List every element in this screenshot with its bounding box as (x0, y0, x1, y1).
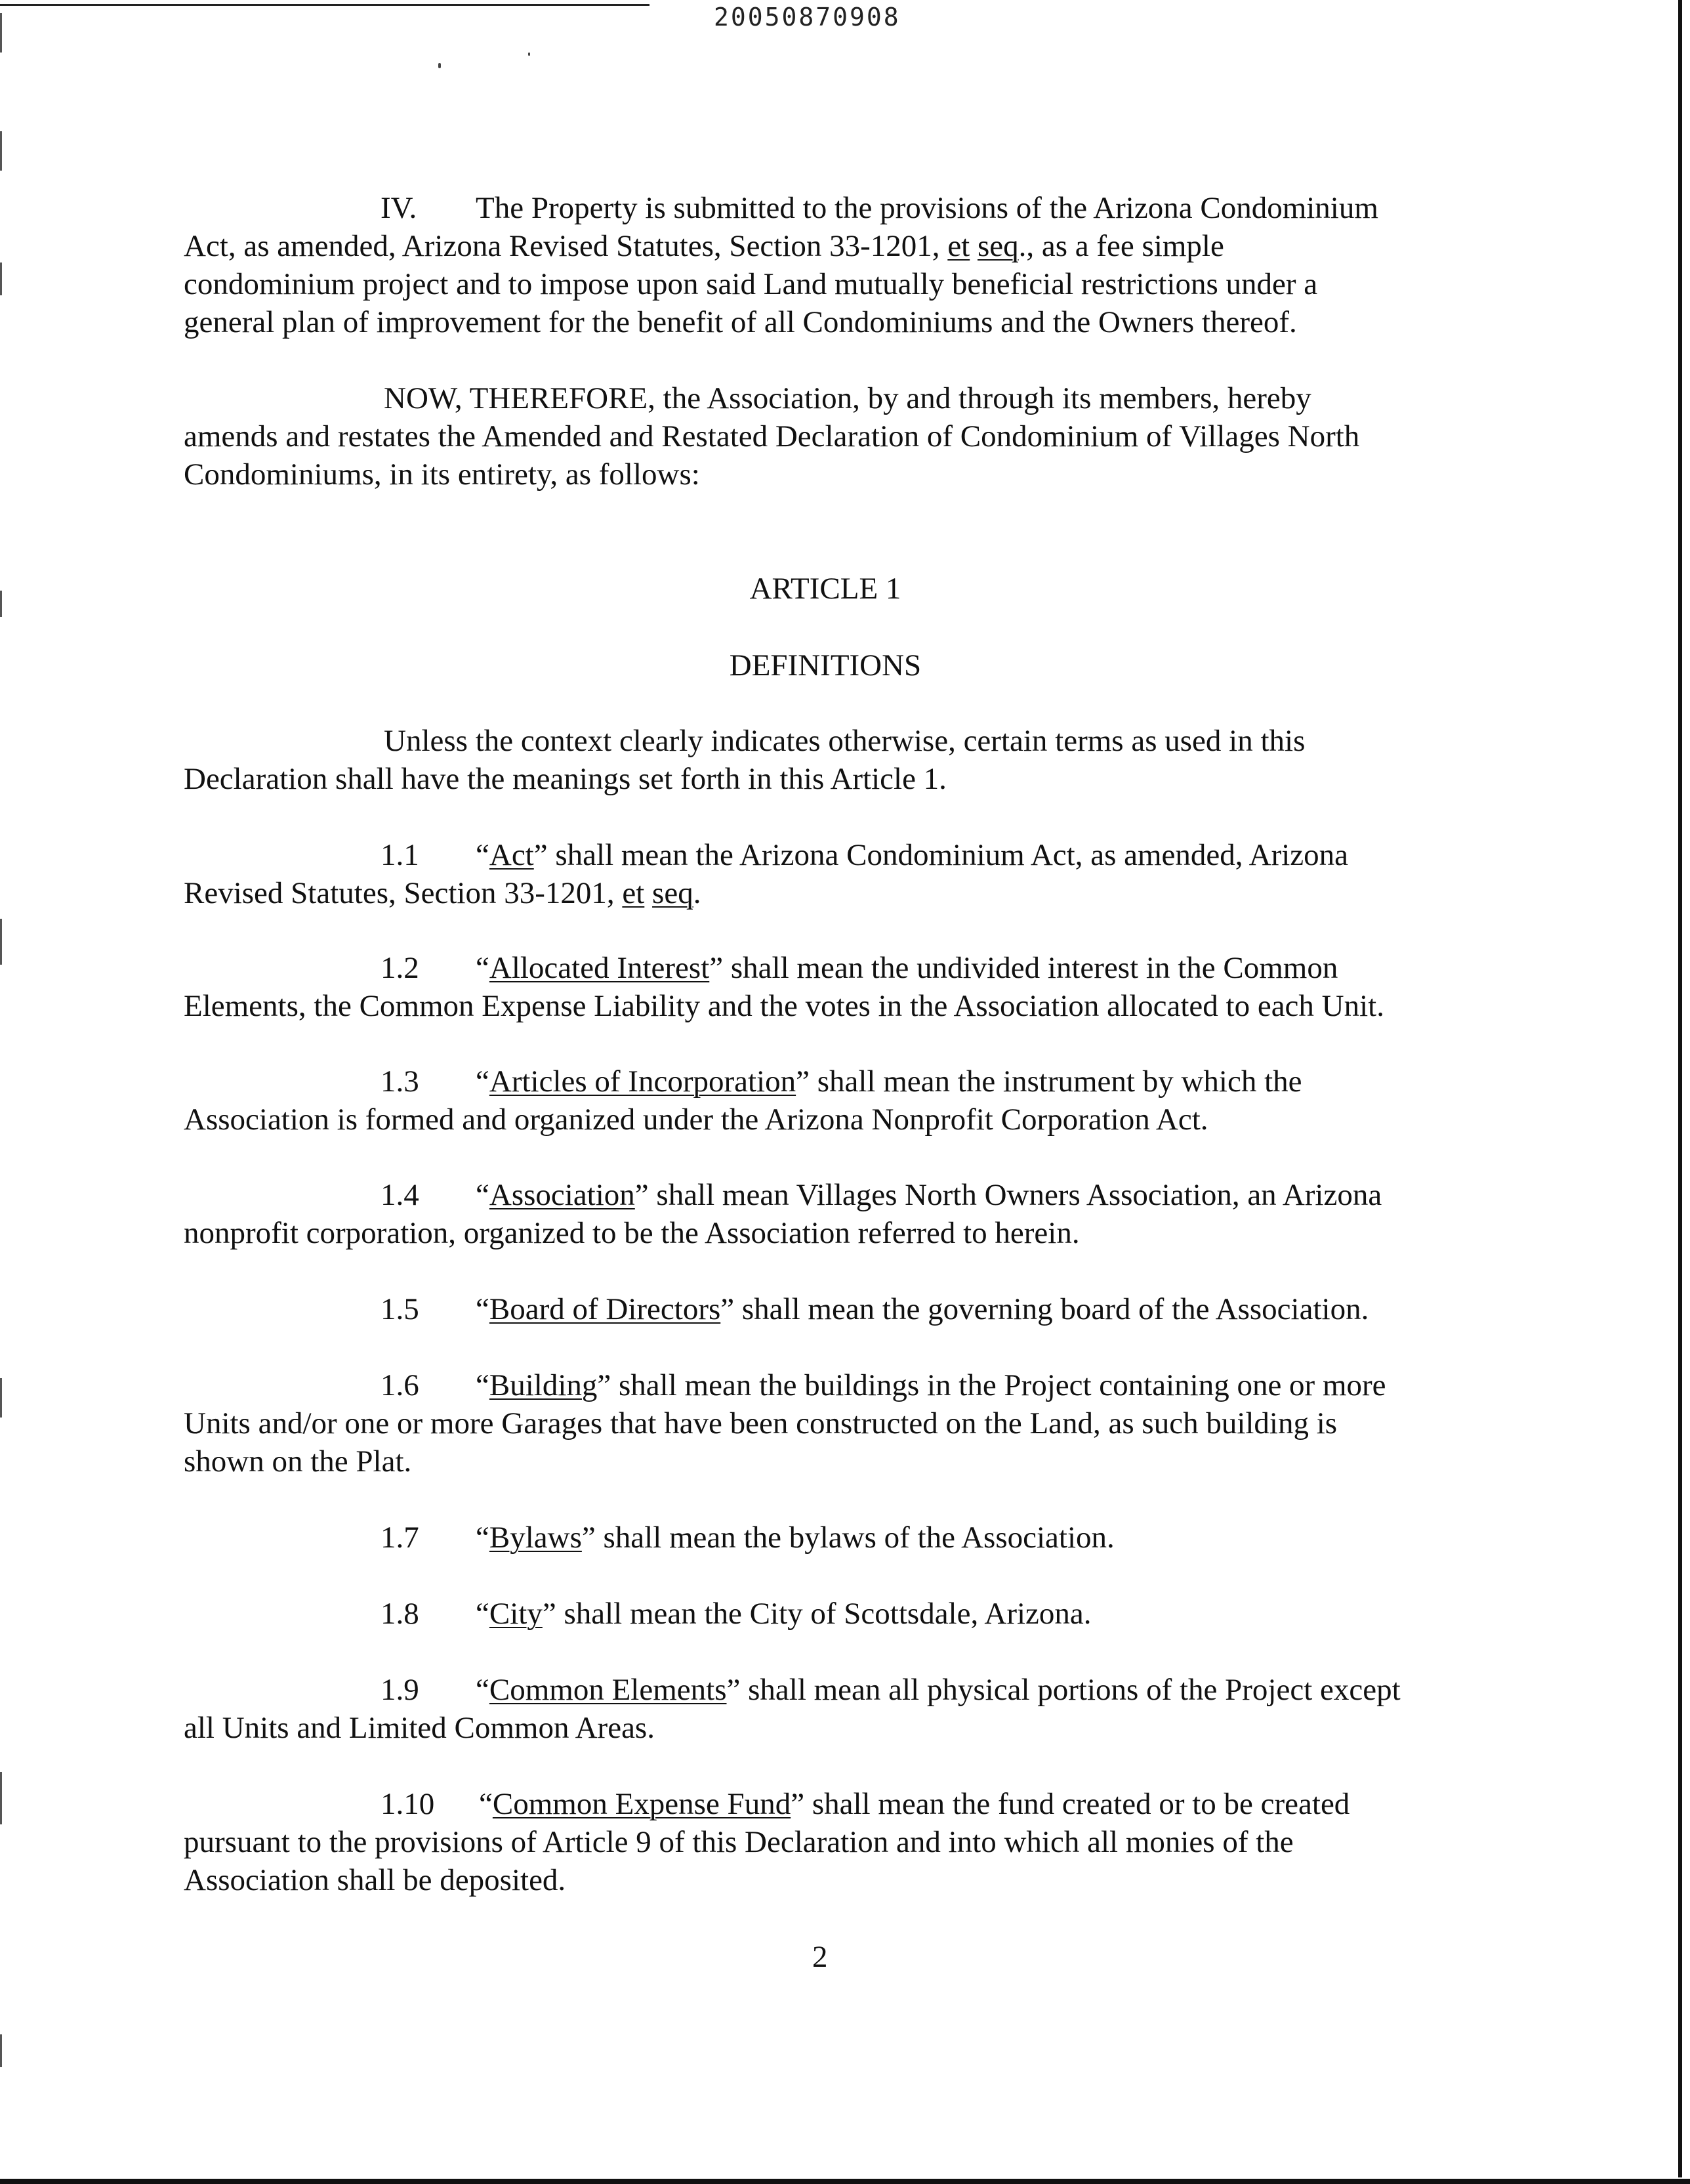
definition-number: 1.3 (381, 1064, 419, 1099)
paragraph-now-therefore (184, 379, 1470, 494)
definition-text: ” shall mean all physical portions of the Project except (726, 1673, 1401, 1707)
definition-1-6: 1.6 “Building” shall mean the buildings in the Project containing one or more Units and/or one or more Garages that have been constructed on the Land, as such building is shown on the Plat. (184, 1366, 1470, 1480)
paragraph-line: amends and restates the Amended and Restated Declaration of Condominium of Villages North (184, 419, 1360, 453)
definition-term: Building (489, 1368, 598, 1402)
definition-1-7: 1.7 “Bylaws” shall mean the bylaws of the Association. (184, 1519, 1470, 1557)
seq-text: seq (652, 876, 693, 910)
definition-term: Allocated Interest (489, 951, 710, 985)
definition-text: ” shall mean the Arizona Condominium Act, as amended, Arizona (533, 838, 1349, 872)
definition-text: Elements, the Common Expense Liability and the votes in the Association allocated to each Unit. (184, 989, 1384, 1023)
definition-number: 1.2 (381, 951, 419, 985)
scan-speck (528, 52, 530, 56)
definition-term: Association (489, 1178, 635, 1212)
definition-text: all Units and Limited Common Areas. (184, 1711, 655, 1745)
definition-term: Board of Directors (489, 1292, 721, 1326)
page-number: 2 (812, 1940, 828, 1974)
paragraph-line: ., as a fee simple (1018, 229, 1224, 263)
scan-top-rule (0, 4, 649, 6)
definition-text: shown on the Plat. (184, 1444, 412, 1479)
definition-text: nonprofit corporation, organized to be the Association referred to herein. (184, 1216, 1080, 1250)
definition-number: 1.5 (381, 1292, 419, 1326)
scan-right-edge (1678, 0, 1682, 2177)
definition-1-10: 1.10 “Common Expense Fund” shall mean the fund created or to be created pursuant to the provisions of Article 9 of this Declaration and into which all monies of the Association shall be deposited. (184, 1785, 1470, 1899)
paragraph-line: NOW, THEREFORE, the Association, by and through its members, hereby (384, 381, 1311, 415)
definition-text: ” shall mean the City of Scottsdale, Arizona. (542, 1597, 1092, 1631)
definition-term: Act (489, 838, 534, 872)
paragraph-line: condominium project and to impose upon said Land mutually beneficial restrictions under a (184, 267, 1318, 301)
definition-1-9: 1.9 “Common Elements” shall mean all physical portions of the Project except all Units and Limited Common Areas. (184, 1671, 1470, 1747)
definition-number: 1.8 (381, 1597, 419, 1631)
article-heading: ARTICLE 1 (749, 572, 901, 606)
et-text: et (947, 229, 970, 263)
scan-speck (438, 63, 441, 68)
paragraph-line: Condominiums, in its entirety, as follows: (184, 457, 700, 492)
definition-text: Units and/or one or more Garages that have been constructed on the Land, as such building is (184, 1406, 1338, 1440)
definition-1-3: 1.3 “Articles of Incorporation” shall mean the instrument by which the Association is formed and organized under the Arizona Nonprofit Corporation Act. (184, 1062, 1470, 1139)
scan-left-marks (0, 0, 4, 2184)
definition-number: 1.7 (381, 1521, 419, 1555)
definition-term: Bylaws (489, 1521, 582, 1555)
paragraph-line: The Property is submitted to the provisions of the Arizona Condominium (476, 191, 1378, 225)
definition-number: 1.6 (381, 1368, 419, 1402)
definition-text: ” shall mean the bylaws of the Association. (581, 1521, 1115, 1555)
article-preamble (184, 722, 1470, 798)
definition-term: Articles of Incorporation (489, 1064, 796, 1099)
definition-1-5: 1.5 “Board of Directors” shall mean the governing board of the Association. (184, 1290, 1470, 1328)
paragraph-iv (184, 189, 1470, 341)
et-text: et (622, 876, 645, 910)
paragraph-line: Declaration shall have the meanings set forth in this Article 1. (184, 762, 947, 796)
definition-text: ” shall mean the fund created or to be created (791, 1787, 1350, 1821)
definition-number: 1.10 (381, 1787, 435, 1821)
definition-text: ” shall mean the instrument by which the (796, 1064, 1302, 1099)
paragraph-line: general plan of improvement for the benefit of all Condominiums and the Owners thereof. (184, 305, 1297, 339)
definition-text: Association is formed and organized under the Arizona Nonprofit Corporation Act. (184, 1102, 1208, 1137)
definition-1-1: 1.1 “Act” shall mean the Arizona Condominium Act, as amended, Arizona Revised Statutes, Section 33-1201, et seq. (184, 836, 1470, 912)
definition-text: pursuant to the provisions of Article 9 of this Declaration and into which all monies of the (184, 1825, 1294, 1859)
paragraph-line: Act, as amended, Arizona Revised Statutes, Section 33-1201, (184, 229, 948, 263)
scan-bottom-edge (0, 2179, 1690, 2184)
definition-text: ” shall mean the undivided interest in the Common (709, 951, 1338, 985)
definition-number: 1.4 (381, 1178, 419, 1212)
definition-text: ” shall mean Villages North Owners Association, an Arizona (634, 1178, 1382, 1212)
definition-1-4: 1.4 “Association” shall mean Villages North Owners Association, an Arizona nonprofit corporation, organized to be the Association referred to herein. (184, 1176, 1470, 1252)
definition-term: City (489, 1597, 543, 1631)
definition-number: 1.1 (381, 838, 419, 872)
paragraph-line: Unless the context clearly indicates otherwise, certain terms as used in this (384, 724, 1306, 758)
definition-term: Common Expense Fund (492, 1787, 791, 1821)
paragraph-label: IV. (381, 191, 417, 225)
definition-text: Association shall be deposited. (184, 1863, 566, 1897)
definition-number: 1.9 (381, 1673, 419, 1707)
seq-text: seq (977, 229, 1019, 263)
definition-1-8: 1.8 “City” shall mean the City of Scottsdale, Arizona. (184, 1595, 1470, 1633)
definition-text: ” shall mean the governing board of the Association. (720, 1292, 1369, 1326)
definition-text: ” shall mean the buildings in the Project containing one or more (597, 1368, 1386, 1402)
article-title: DEFINITIONS (729, 648, 922, 682)
definition-text: Revised Statutes, Section 33-1201, (184, 876, 623, 910)
definition-1-2: 1.2 “Allocated Interest” shall mean the undivided interest in the Common Elements, the Common Expense Liability and the votes in the Association allocated to each Unit. (184, 949, 1470, 1025)
document-number: 20050870908 (714, 3, 901, 32)
definition-term: Common Elements (489, 1673, 727, 1707)
